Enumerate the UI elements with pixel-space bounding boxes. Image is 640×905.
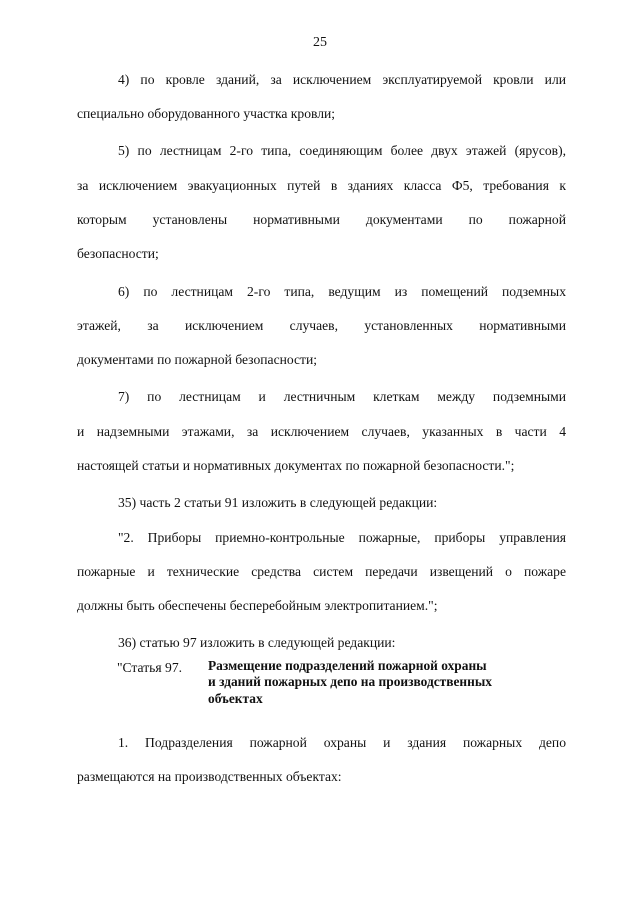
text-line: которым установлены нормативными документами по пожарной — [77, 212, 566, 227]
text-line: 6) по лестницам 2-го типа, ведущим из помещений подземных — [118, 284, 566, 299]
text-line: за исключением эвакуационных путей в зданиях класса Ф5, требования к — [77, 178, 566, 193]
article-heading-line: и зданий пожарных депо на производственных — [208, 674, 492, 690]
text-line: 5) по лестницам 2-го типа, соединяющим более двух этажей (ярусов), — [118, 143, 566, 158]
text-line: документами по пожарной безопасности; — [77, 352, 318, 367]
article-heading — [208, 658, 492, 707]
text-line: "2. Приборы приемно-контрольные пожарные, приборы управления — [118, 530, 566, 545]
text-line: специально оборудованного участка кровли; — [77, 106, 336, 121]
text-line: размещаются на производственных объектах: — [77, 769, 342, 784]
text-line: 7) по лестницам и лестничным клеткам между подземными — [118, 389, 566, 404]
text-line: и надземными этажами, за исключением случаев, указанных в части 4 — [77, 424, 566, 439]
article-heading-line: Размещение подразделений пожарной охраны — [208, 658, 487, 673]
text-line: безопасности; — [77, 246, 159, 261]
text-line: настоящей статьи и нормативных документах по пожарной безопасности."; — [77, 458, 515, 473]
article-heading-line: объектах — [208, 690, 263, 706]
text-line: 4) по кровле зданий, за исключением эксплуатируемой кровли или — [118, 72, 566, 87]
article-label: "Статья 97. — [117, 660, 183, 675]
text-line: пожарные и технические средства систем передачи извещений о пожаре — [77, 564, 566, 579]
text-line: этажей, за исключением случаев, установленных нормативными — [77, 318, 566, 333]
text-line: 36) статью 97 изложить в следующей редакции: — [118, 635, 396, 650]
text-line: 1. Подразделения пожарной охраны и здания пожарных депо — [118, 735, 566, 750]
text-line: 35) часть 2 статьи 91 изложить в следующей редакции: — [118, 495, 438, 510]
text-line: должны быть обеспечены бесперебойным электропитанием."; — [77, 598, 438, 613]
page-number: 25 — [313, 35, 327, 50]
